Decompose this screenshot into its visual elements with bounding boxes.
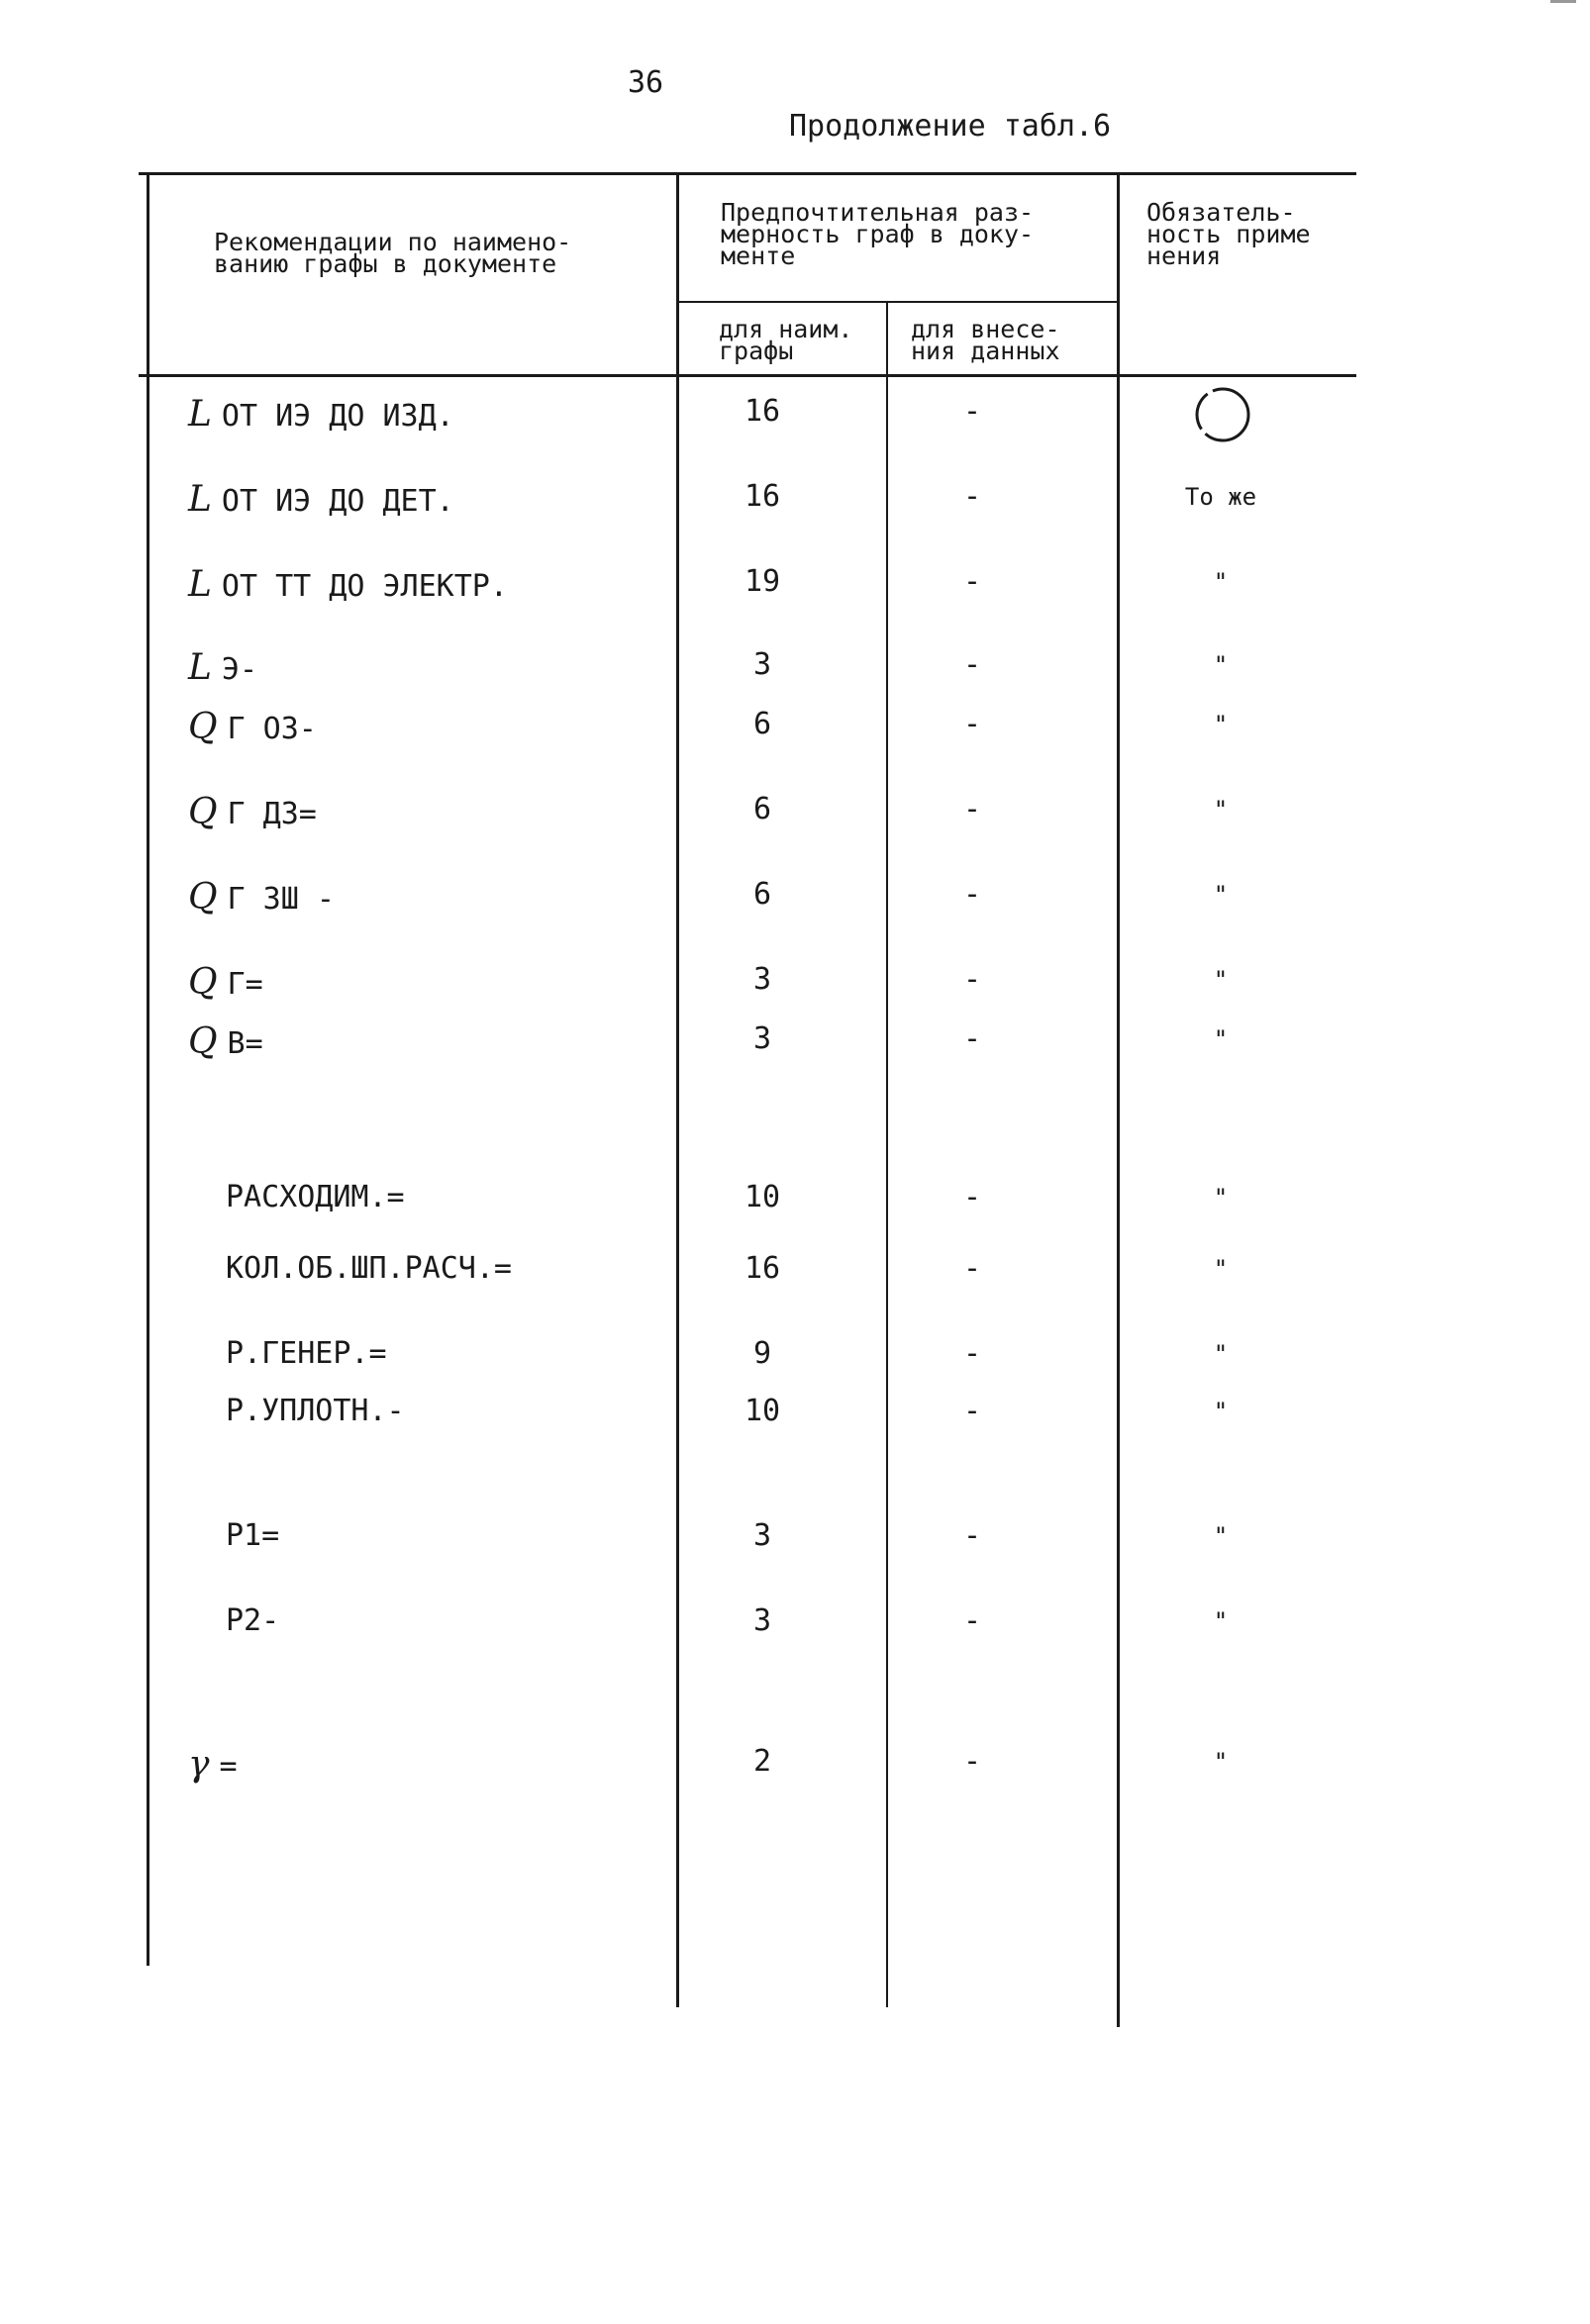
row-obligation: ": [1213, 881, 1229, 909]
row-data-value: -: [962, 792, 982, 826]
row-obligation: ": [1213, 1255, 1229, 1283]
row-obligation: ": [1213, 1607, 1229, 1635]
row-symbol: Q: [188, 792, 218, 832]
row-label: [226, 1336, 387, 1371]
row-obligation: ": [1213, 1522, 1229, 1550]
row-symbol: Q: [188, 877, 218, 918]
row-size-value: 2: [752, 1744, 772, 1779]
row-size-value: 6: [752, 792, 772, 826]
column-divider-2: [886, 301, 888, 2007]
row-label: [188, 647, 257, 688]
row-size-value: 6: [752, 707, 772, 741]
row-size-value: 6: [752, 877, 772, 912]
row-data-value: -: [962, 1744, 982, 1779]
row-label: [188, 877, 335, 918]
row-size-value: 10: [744, 1394, 781, 1428]
row-symbol: γ: [188, 1744, 210, 1785]
row-obligation: ": [1213, 711, 1229, 738]
row-obligation: ": [1213, 1398, 1229, 1425]
row-label-text: ОТ ТТ ДО ЭЛЕКТР.: [221, 569, 508, 604]
row-obligation: То же: [1184, 483, 1257, 511]
row-data-value: -: [962, 394, 982, 429]
column-divider-3: [1117, 172, 1120, 2027]
obligatory-circle-mark: [1194, 386, 1251, 443]
row-label: [226, 1603, 279, 1638]
header-bottom-border: [139, 374, 1356, 377]
column-divider-1: [676, 172, 679, 2007]
header-obligation: Обязатель- ность приме нения: [1146, 198, 1311, 270]
row-data-value: -: [962, 1251, 982, 1286]
row-data-value: -: [962, 647, 982, 682]
row-size-value: 3: [752, 962, 772, 997]
header-size-for-name: для наим. графы: [719, 315, 853, 365]
row-label-text: Р.ГЕНЕР.=: [226, 1336, 387, 1371]
row-label-text: ОТ ИЭ ДО ИЗД.: [221, 399, 454, 434]
row-label: [188, 564, 508, 605]
row-symbol: L: [188, 394, 212, 435]
row-data-value: -: [962, 1021, 982, 1056]
table-caption: Продолжение табл.6: [789, 109, 1112, 144]
row-label: [188, 479, 454, 520]
row-data-value: -: [962, 1394, 982, 1428]
row-size-value: 16: [744, 1251, 781, 1286]
row-label-text: Г=: [227, 967, 263, 1002]
row-label: [188, 792, 317, 832]
row-obligation: ": [1213, 1748, 1229, 1776]
row-size-value: 3: [752, 1603, 772, 1638]
row-label: [188, 1021, 263, 1062]
table-left-border: [147, 172, 149, 1966]
corner-scan-mark: [1550, 0, 1576, 3]
row-label-text: РАСХОДИМ.=: [226, 1180, 405, 1214]
row-symbol: L: [188, 564, 212, 605]
row-data-value: -: [962, 962, 982, 997]
row-label: [226, 1251, 512, 1286]
table-top-border: [139, 172, 1356, 175]
row-label-text: Г ЗШ -: [227, 882, 335, 917]
row-symbol: Q: [188, 707, 218, 747]
row-obligation: ": [1213, 1025, 1229, 1053]
row-label: [226, 1180, 405, 1214]
subheader-divider: [676, 301, 1120, 303]
row-obligation: ": [1213, 568, 1229, 596]
row-label-text: Г ОЗ-: [227, 712, 317, 746]
row-label-text: Р2-: [226, 1603, 280, 1638]
row-data-value: -: [962, 1180, 982, 1214]
row-label-text: Г ДЗ=: [227, 797, 317, 831]
row-symbol: L: [188, 647, 212, 688]
page-number: 36: [628, 65, 664, 100]
row-size-value: 10: [744, 1180, 781, 1214]
row-obligation: ": [1213, 796, 1229, 823]
row-label-text: Э-: [221, 652, 258, 687]
row-label-text: Р.УПЛОТН.-: [226, 1394, 405, 1428]
header-preferred-size: Предпочтительная раз- мерность граф в доку- менте: [721, 198, 1035, 270]
row-obligation: ": [1213, 1340, 1229, 1368]
row-size-value: 3: [752, 647, 772, 682]
row-data-value: -: [962, 707, 982, 741]
row-size-value: 3: [752, 1021, 772, 1056]
row-label: [188, 962, 263, 1003]
row-obligation: ": [1213, 966, 1229, 994]
row-symbol: Q: [188, 1021, 218, 1062]
row-label: [226, 1394, 405, 1428]
row-label-text: В=: [227, 1026, 263, 1061]
header-recommendations: Рекомендации по наимено- ванию графы в документе: [214, 228, 572, 278]
row-label-text: Р1=: [226, 1518, 280, 1553]
row-label-text: ОТ ИЭ ДО ДЕТ.: [221, 484, 454, 519]
row-data-value: -: [962, 1603, 982, 1638]
row-data-value: -: [962, 564, 982, 599]
row-size-value: 19: [744, 564, 781, 599]
row-symbol: Q: [188, 962, 218, 1003]
row-symbol: L: [188, 479, 212, 520]
row-data-value: -: [962, 877, 982, 912]
row-size-value: 3: [752, 1518, 772, 1553]
row-label: [188, 394, 454, 435]
row-obligation: ": [1213, 1184, 1229, 1211]
row-data-value: -: [962, 1518, 982, 1553]
row-label-text: =: [219, 1749, 238, 1784]
row-size-value: 16: [744, 479, 781, 514]
row-label-text: КОЛ.ОБ.ШП.РАСЧ.=: [226, 1251, 512, 1286]
row-size-value: 16: [744, 394, 781, 429]
row-data-value: -: [962, 1336, 982, 1371]
row-size-value: 9: [752, 1336, 772, 1371]
row-data-value: -: [962, 479, 982, 514]
row-label: [226, 1518, 279, 1553]
row-obligation: ": [1213, 651, 1229, 679]
header-size-for-data: для внесе- ния данных: [911, 315, 1060, 365]
row-label: [188, 1744, 238, 1785]
row-label: [188, 707, 317, 747]
